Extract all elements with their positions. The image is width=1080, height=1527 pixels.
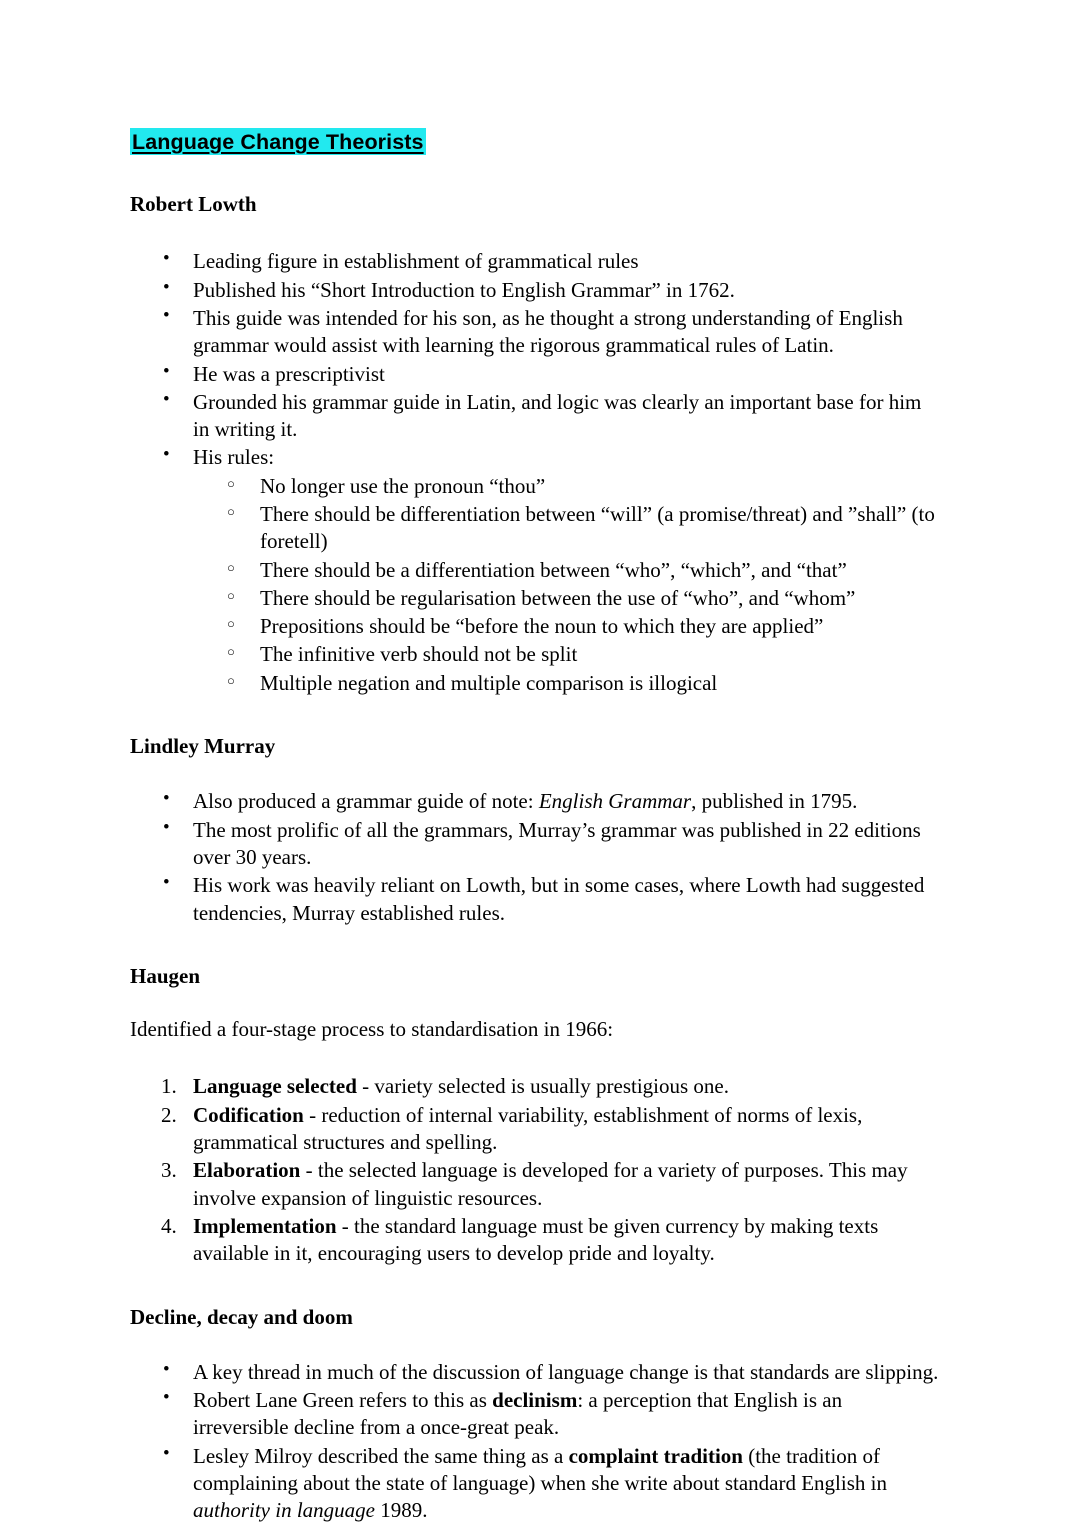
stage-description: reduction of internal variability, establishment of norms of lexis, grammatical structures and spelling. — [193, 1102, 863, 1155]
stage-dash: - — [300, 1158, 318, 1183]
list-item-text: He was a prescriptivist — [193, 361, 385, 386]
document-title-container — [130, 128, 942, 157]
list-item-text-pre: Robert Lane Green refers to this as — [193, 1388, 493, 1413]
list-item-text: There should be regularisation between the use of “who”, and “whom” — [260, 585, 856, 610]
list-item — [130, 1157, 942, 1212]
lowth-bullet-list — [130, 248, 942, 697]
list-item-text-post: , published in 1795. — [691, 789, 858, 814]
list-item — [193, 613, 942, 640]
list-item — [130, 1102, 942, 1157]
list-item — [130, 444, 942, 697]
list-item — [130, 788, 942, 815]
list-item — [130, 1213, 942, 1268]
stage-description: the standard language must be given currency by making texts available in it, encouraging users to develop pride and loyalty. — [193, 1213, 879, 1266]
list-item-text: The infinitive verb should not be split — [260, 642, 578, 667]
stage-dash: - — [356, 1074, 375, 1099]
list-item-text: This guide was intended for his son, as he thought a strong understanding of English grammar would assist with learning the rigorous grammatical rules of Latin. — [193, 305, 903, 358]
decline-bullet-list — [130, 1359, 942, 1525]
stage-term: Language selected — [193, 1074, 357, 1099]
list-item — [130, 305, 942, 360]
stage-dash: - — [303, 1102, 322, 1127]
term-declinism: declinism — [492, 1388, 578, 1413]
list-item-text: His work was heavily reliant on Lowth, but in some cases, where Lowth had suggested tendencies, Murray established rules. — [193, 873, 925, 925]
list-item — [130, 1073, 942, 1100]
list-item — [130, 277, 942, 304]
section-heading-haugen: Haugen — [130, 963, 201, 988]
list-item-text-pre: Lesley Milroy described the same thing as a — [193, 1443, 569, 1468]
list-item — [130, 389, 942, 444]
list-item — [193, 641, 942, 668]
book-title-english-grammar: English Grammar — [538, 789, 692, 814]
lowth-rules-sublist — [193, 473, 942, 697]
haugen-stages-list — [130, 1073, 942, 1267]
list-item-text-pre: Also produced a grammar guide of note: — [193, 789, 539, 814]
haugen-intro-paragraph: Identified a four-stage process to standardisation in 1966: — [130, 1017, 614, 1042]
list-item-text: Multiple negation and multiple comparison is illogical — [260, 670, 718, 695]
list-item-text-mid: (the tradition of complaining about the state of language) when she write about standard English in — [193, 1443, 887, 1495]
list-item-text-post: 1989. — [375, 1498, 428, 1523]
list-item — [130, 1359, 942, 1386]
section-heading-lindley-murray: Lindley Murray — [130, 734, 276, 759]
list-item — [130, 361, 942, 388]
stage-term: Elaboration — [193, 1158, 301, 1183]
list-item-text: His rules: — [193, 445, 275, 470]
list-item-text: A key thread in much of the discussion of language change is that standards are slipping. — [193, 1359, 939, 1384]
term-complaint-tradition: complaint tradition — [568, 1443, 743, 1468]
murray-bullet-list — [130, 788, 942, 926]
list-item-text: Published his “Short Introduction to English Grammar” in 1762. — [193, 277, 735, 302]
list-item-text: There should be differentiation between “will” (a promise/threat) and ”shall” (to foretell) — [260, 501, 935, 554]
list-item — [130, 1443, 942, 1525]
list-item — [193, 473, 942, 500]
list-item-text: Prepositions should be “before the noun to which they are applied” — [260, 614, 824, 639]
list-item — [130, 1387, 942, 1442]
list-item — [193, 670, 942, 697]
list-item — [130, 817, 942, 872]
list-item — [130, 872, 942, 927]
book-title-authority-in-language: authority in language — [193, 1498, 375, 1523]
stage-description: the selected language is developed for a variety of purposes. This may involve expansion of linguistic resources. — [193, 1158, 908, 1210]
list-item — [193, 585, 942, 612]
list-item-text: The most prolific of all the grammars, Murray’s grammar was published in 22 editions over 30 years. — [193, 817, 921, 869]
list-item-text: Leading figure in establishment of grammatical rules — [193, 249, 639, 274]
stage-dash: - — [336, 1213, 354, 1238]
stage-term: Codification — [193, 1102, 304, 1127]
section-heading-decline-decay-doom: Decline, decay and doom — [130, 1304, 353, 1329]
list-item — [193, 557, 942, 584]
list-item — [193, 501, 942, 556]
list-item-text: Grounded his grammar guide in Latin, and logic was clearly an important base for him in writing it. — [193, 389, 922, 442]
section-heading-robert-lowth: Robert Lowth — [130, 192, 257, 217]
list-item — [130, 248, 942, 275]
list-item-text: No longer use the pronoun “thou” — [260, 473, 546, 498]
stage-description: variety selected is usually prestigious one. — [374, 1074, 729, 1099]
list-item-text-post: : a perception that English is an irreversible decline from a once-great peak. — [193, 1388, 843, 1440]
list-item-text: There should be a differentiation between “who”, “which”, and “that” — [260, 557, 847, 582]
document-title: Language Change Theorists — [132, 130, 424, 154]
stage-term: Implementation — [193, 1213, 337, 1238]
